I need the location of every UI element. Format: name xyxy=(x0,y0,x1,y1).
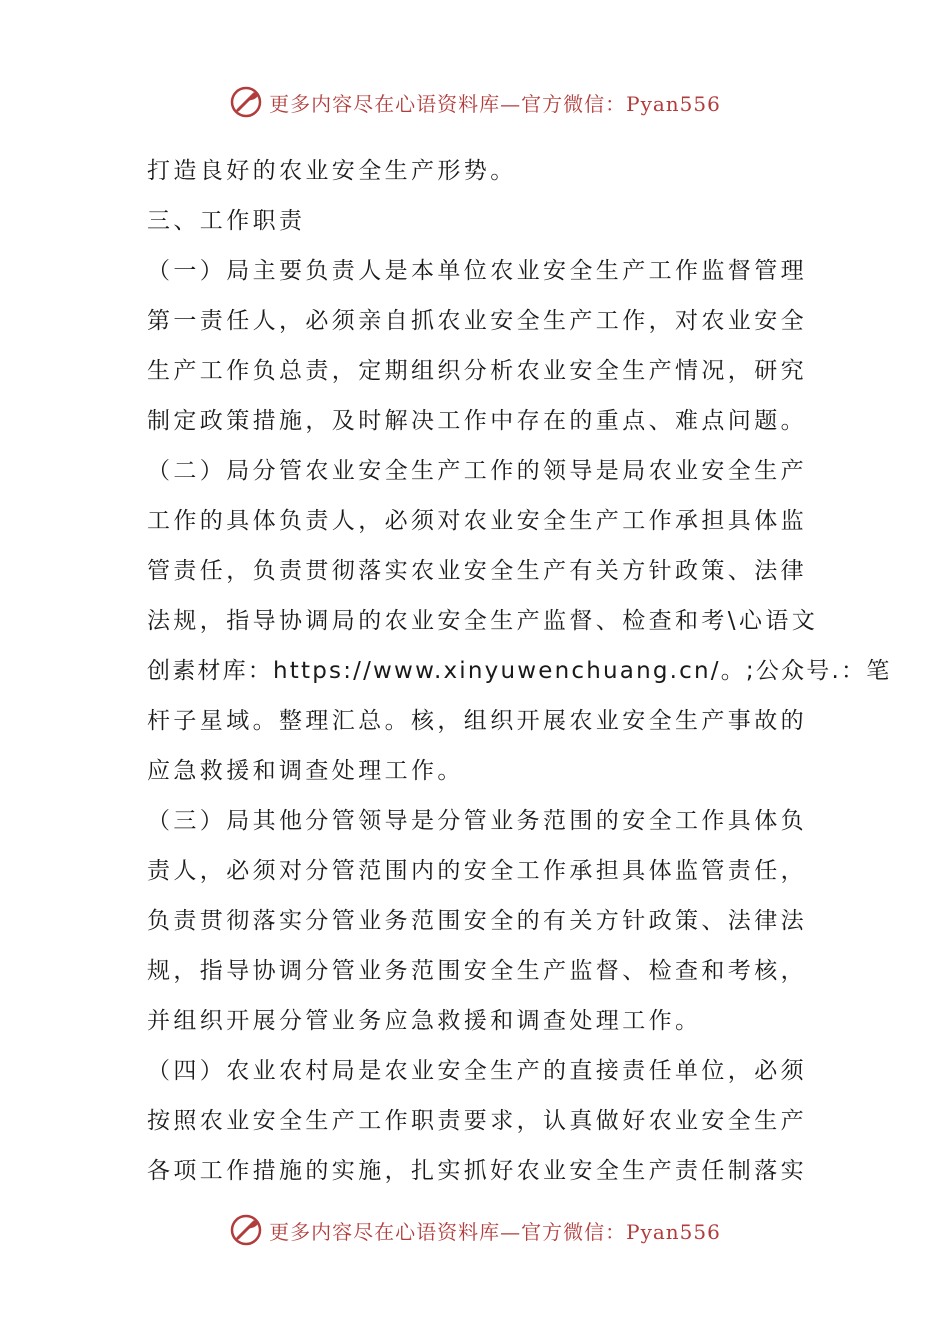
text-line: 各项工作措施的实施，扎实抓好农业安全生产责任制落实 xyxy=(147,1158,807,1184)
footer-banner xyxy=(0,1208,950,1252)
text-line: 生产工作负总责，定期组织分析农业安全生产情况，研究 xyxy=(147,358,807,384)
text-line: 管责任，负责贯彻落实农业安全生产有关方针政策、法律 xyxy=(147,558,807,584)
text-line: 工作的具体负责人，必须对农业安全生产工作承担具体监 xyxy=(147,508,807,534)
document-body xyxy=(147,146,892,1196)
text-line: 杆子星域。整理汇总。核，组织开展农业安全生产事故的 xyxy=(147,708,807,734)
section-heading: 三、工作职责 xyxy=(147,208,306,234)
text-line: 规，指导协调分管业务范围安全生产监督、检查和考核， xyxy=(147,958,807,984)
text-line: 第一责任人，必须亲自抓农业安全生产工作，对农业安全 xyxy=(147,308,807,334)
text-line: （二）局分管农业安全生产工作的领导是局农业安全生产 xyxy=(147,458,807,484)
header-banner-text: 更多内容尽在心语资料库—官方微信：Pyan556 xyxy=(269,91,721,116)
quill-pen-icon xyxy=(229,1213,263,1247)
text-line: 创素材库：https://www.xinyuwenchuang.cn/。;公众号.：笔 xyxy=(147,658,892,684)
text-line: 按照农业安全生产工作职责要求，认真做好农业安全生产 xyxy=(147,1108,807,1134)
text-line: （四）农业农村局是农业安全生产的直接责任单位，必须 xyxy=(147,1058,807,1084)
header-banner xyxy=(0,80,950,124)
text-line: （一）局主要负责人是本单位农业安全生产工作监督管理 xyxy=(147,258,807,284)
text-line: 并组织开展分管业务应急救援和调查处理工作。 xyxy=(147,1008,702,1034)
quill-pen-icon xyxy=(229,85,263,119)
text-line: 法规，指导协调局的农业安全生产监督、检查和考\心语文 xyxy=(147,608,819,634)
text-line: 应急救援和调查处理工作。 xyxy=(147,758,464,784)
text-line: 负责贯彻落实分管业务范围安全的有关方针政策、法律法 xyxy=(147,908,807,934)
text-line: 制定政策措施，及时解决工作中存在的重点、难点问题。 xyxy=(147,408,807,434)
text-line: （三）局其他分管领导是分管业务范围的安全工作具体负 xyxy=(147,808,807,834)
text-line: 责人，必须对分管范围内的安全工作承担具体监管责任， xyxy=(147,858,807,884)
footer-banner-text: 更多内容尽在心语资料库—官方微信：Pyan556 xyxy=(269,1219,721,1244)
text-line: 打造良好的农业安全生产形势。 xyxy=(147,158,517,184)
